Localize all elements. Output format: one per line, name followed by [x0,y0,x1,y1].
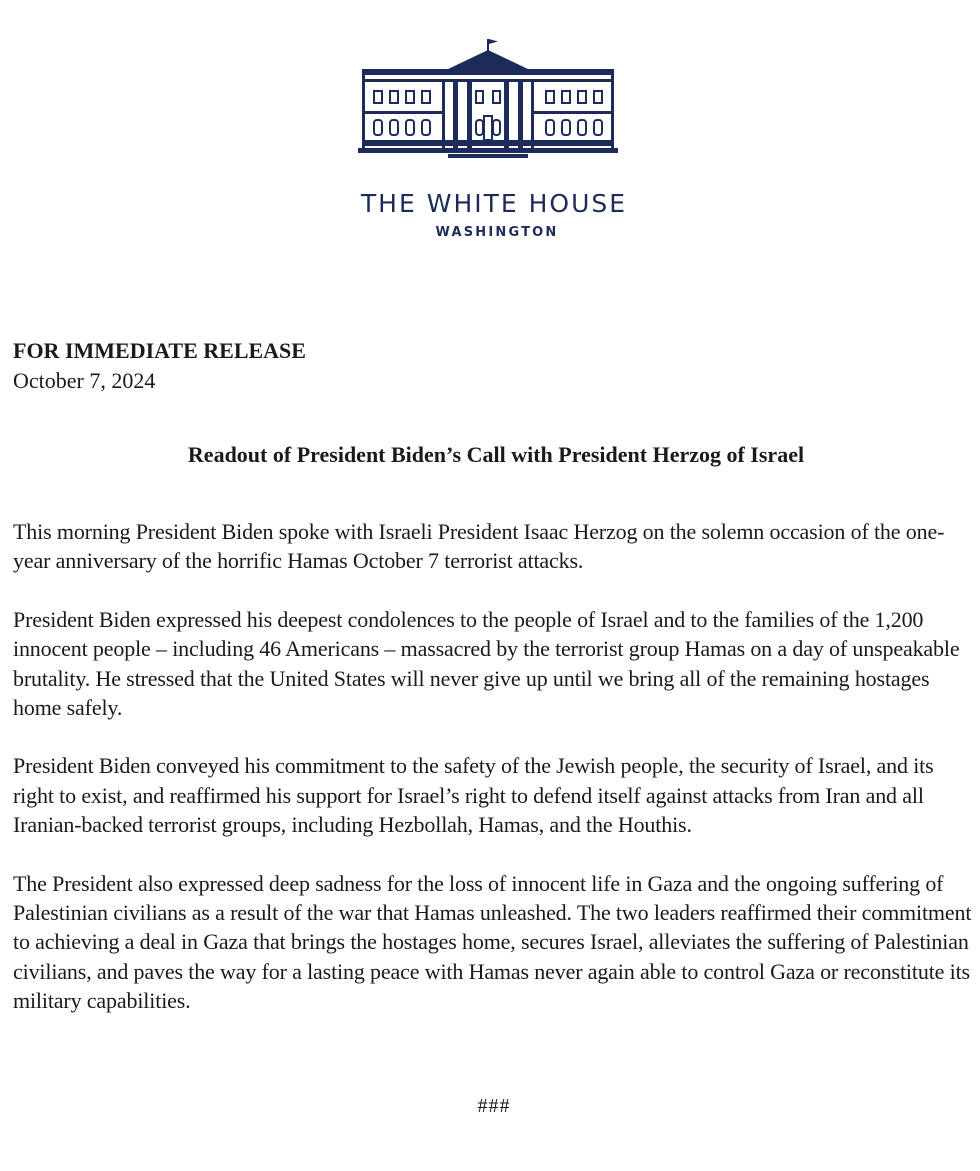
paragraph: The President also expressed deep sadness for the loss of innocent life in Gaza and the ongoing suffering of Palestinian civilians as a result of the war that Hamas unleashed. The two leaders reaffirmed their commitment to achieving a deal in Gaza that brings the hostages home, secures Israel, alleviates the suffering of Palestinian civilians, and paves the way for a lasting peace with Hamas never again able to control Gaza or reconstitute its military capabilities. [13,870,972,1014]
release-label: FOR IMMEDIATE RELEASE [13,338,306,363]
paragraph: President Biden conveyed his commitment to the safety of the Jewish people, the security of Israel, and its right to exist, and reaffirmed his support for Israel’s right to defend itself against attacks from Iran and all Iranian-backed terrorist groups, including Hezbollah, Hamas, and the Houthis. [13,753,934,838]
end-mark: ### [477,1095,511,1117]
headline: Readout of President Biden’s Call with President Herzog of Israel [187,442,805,467]
release-date: October 7, 2024 [13,368,156,393]
org-name: THE WHITE HOUSE [360,189,628,218]
org-location: WASHINGTON [435,225,559,240]
white-house-building-icon [358,36,618,160]
body-text [13,517,973,1045]
paragraph: This morning President Biden spoke with Israeli President Isaac Herzog on the solemn occasion of the one-year anniversary of the horrific Hamas October 7 terrorist attacks. [13,519,945,574]
paragraph: President Biden expressed his deepest condolences to the people of Israel and to the families of the 1,200 innocent people – including 46 Americans – massacred by the terrorist group Hamas on a day of unspeakable brutality. He stressed that the United States will never give up until we bring all of the remaining hostages home safely. [13,606,960,721]
